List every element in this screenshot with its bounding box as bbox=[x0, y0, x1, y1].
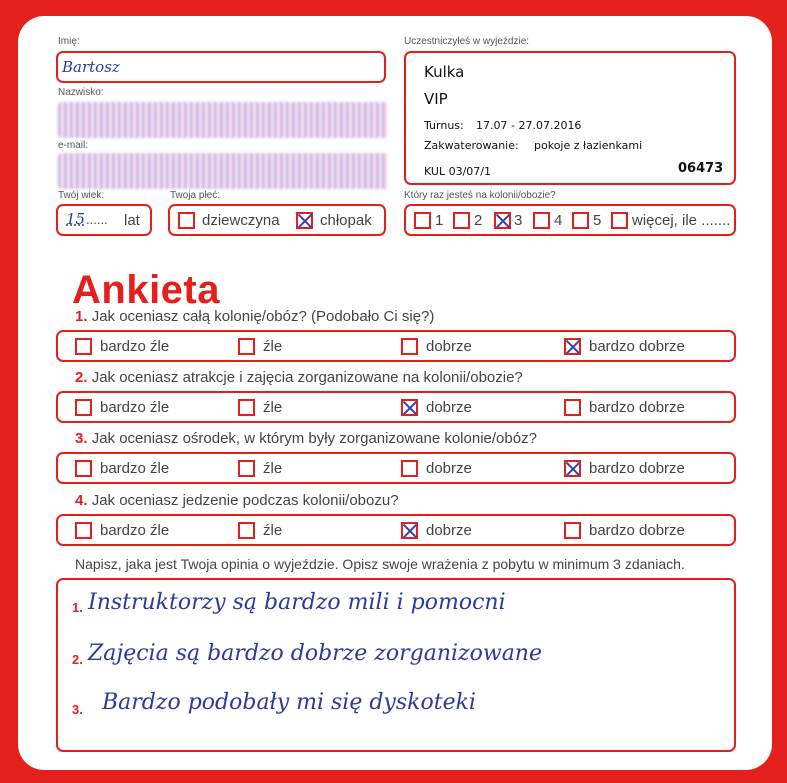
question-1-option-2: źle bbox=[263, 338, 283, 355]
ktory-checkbox-4[interactable] bbox=[533, 212, 550, 229]
question-1-checkbox-1[interactable] bbox=[75, 338, 92, 355]
opinion-num-2: 2. bbox=[72, 652, 83, 667]
ticket-number: 06473 bbox=[678, 161, 724, 176]
imie-label: Imię: bbox=[58, 36, 80, 47]
opinion-line-1: Instruktorzy są bardzo mili i pomocni bbox=[88, 590, 506, 615]
question-4-checkbox-2[interactable] bbox=[238, 522, 255, 539]
plec-checkbox-dziewczyna[interactable] bbox=[178, 212, 195, 229]
plec-checkbox-chlopak[interactable] bbox=[296, 212, 313, 229]
question-3-num: 3. bbox=[75, 430, 88, 447]
question-4-options bbox=[56, 514, 736, 546]
plec-option-chlopak: chłopak bbox=[320, 212, 372, 229]
question-2-option-4: bardzo dobrze bbox=[589, 399, 685, 416]
ktory-checkbox-more[interactable] bbox=[611, 212, 628, 229]
nazwisko-label: Nazwisko: bbox=[58, 87, 104, 98]
zakwaterowanie-label: Zakwaterowanie: bbox=[424, 139, 519, 152]
question-2-text: Jak oceniasz atrakcje i zajęcia zorganizowane na kolonii/obozie? bbox=[91, 369, 523, 386]
question-2-options bbox=[56, 391, 736, 423]
ktory-checkbox-1[interactable] bbox=[414, 212, 431, 229]
question-3-checkbox-3[interactable] bbox=[401, 460, 418, 477]
ktory-label: Który raz jesteś na kolonii/obozie? bbox=[404, 190, 556, 201]
opinion-prompt: Napisz, jaka jest Twoja opinia o wyjeździe. Opisz swoje wrażenia z pobytu w minimum 3 zdaniach. bbox=[75, 556, 685, 572]
question-3-option-4: bardzo dobrze bbox=[589, 460, 685, 477]
question-4-option-1: bardzo źle bbox=[100, 522, 170, 539]
question-4-checkbox-4[interactable] bbox=[564, 522, 581, 539]
ktory-checkbox-3[interactable] bbox=[494, 212, 511, 229]
question-1-label bbox=[75, 308, 434, 325]
wiek-value: 15 bbox=[66, 210, 86, 228]
opinion-num-1: 1. bbox=[72, 600, 83, 615]
ticket-code: KUL 03/07/1 bbox=[424, 165, 491, 178]
question-3-option-3: dobrze bbox=[426, 460, 472, 477]
ktory-field bbox=[404, 204, 736, 236]
question-1-option-1: bardzo źle bbox=[100, 338, 170, 355]
question-3-checkbox-2[interactable] bbox=[238, 460, 255, 477]
question-4-option-3: dobrze bbox=[426, 522, 472, 539]
ktory-option-2: 2 bbox=[474, 212, 483, 229]
participant-label: Uczestniczyłeś w wyjeździe: bbox=[404, 36, 530, 47]
opinion-box[interactable] bbox=[56, 578, 736, 752]
question-4-text: Jak oceniasz jedzenie podczas kolonii/obozu? bbox=[91, 492, 399, 509]
question-1-option-4: bardzo dobrze bbox=[589, 338, 685, 355]
question-2-option-2: źle bbox=[263, 399, 283, 416]
turnus-value: 17.07 - 27.07.2016 bbox=[476, 119, 582, 132]
ticket-box bbox=[404, 51, 736, 185]
question-1-option-3: dobrze bbox=[426, 338, 472, 355]
ktory-checkbox-5[interactable] bbox=[572, 212, 589, 229]
turnus-label: Turnus: bbox=[424, 119, 464, 132]
question-4-label bbox=[75, 492, 399, 509]
imie-value: Bartosz bbox=[62, 58, 120, 76]
question-3-options bbox=[56, 452, 736, 484]
ktory-option-1: 1 bbox=[435, 212, 444, 229]
question-4-checkbox-1[interactable] bbox=[75, 522, 92, 539]
opinion-line-2: Zajęcia są bardzo dobrze zorganizowane bbox=[88, 641, 542, 666]
plec-field bbox=[168, 204, 386, 236]
opinion-num-3: 3. bbox=[72, 702, 83, 717]
survey-title: Ankieta bbox=[72, 268, 220, 312]
opinion-line-3: Bardzo podobały mi się dyskoteki bbox=[102, 690, 476, 715]
nazwisko-redacted bbox=[58, 102, 388, 138]
question-2-option-1: bardzo źle bbox=[100, 399, 170, 416]
question-2-label bbox=[75, 369, 523, 386]
plec-option-dziewczyna: dziewczyna bbox=[202, 212, 280, 229]
question-3-text: Jak oceniasz ośrodek, w którym były zorganizowane kolonie/obóz? bbox=[91, 430, 537, 447]
question-1-num: 1. bbox=[75, 308, 88, 325]
question-3-label bbox=[75, 430, 537, 447]
question-1-checkbox-3[interactable] bbox=[401, 338, 418, 355]
question-4-checkbox-3[interactable] bbox=[401, 522, 418, 539]
zakwaterowanie-value: pokoje z łazienkami bbox=[534, 139, 643, 152]
ktory-option-3: 3 bbox=[514, 212, 523, 229]
ktory-checkbox-2[interactable] bbox=[453, 212, 470, 229]
ktory-option-more: więcej, ile ....... bbox=[632, 212, 731, 229]
ticket-name: Kulka bbox=[424, 63, 465, 81]
question-1-checkbox-2[interactable] bbox=[238, 338, 255, 355]
question-2-option-3: dobrze bbox=[426, 399, 472, 416]
question-4-option-2: źle bbox=[263, 522, 283, 539]
question-1-text: Jak oceniasz całą kolonię/obóz? (Podobało Ci się?) bbox=[91, 308, 435, 325]
question-4-option-4: bardzo dobrze bbox=[589, 522, 685, 539]
question-2-checkbox-2[interactable] bbox=[238, 399, 255, 416]
question-1-checkbox-4[interactable] bbox=[564, 338, 581, 355]
question-2-checkbox-4[interactable] bbox=[564, 399, 581, 416]
form-card bbox=[18, 16, 772, 770]
question-2-num: 2. bbox=[75, 369, 88, 386]
question-1-options bbox=[56, 330, 736, 362]
wiek-unit: lat bbox=[124, 212, 140, 229]
email-redacted bbox=[58, 153, 388, 189]
ktory-option-4: 4 bbox=[554, 212, 563, 229]
ticket-type: VIP bbox=[424, 90, 448, 108]
question-3-checkbox-1[interactable] bbox=[75, 460, 92, 477]
question-3-option-2: źle bbox=[263, 460, 283, 477]
question-2-checkbox-1[interactable] bbox=[75, 399, 92, 416]
ktory-option-5: 5 bbox=[593, 212, 602, 229]
imie-field[interactable] bbox=[56, 51, 386, 83]
question-4-num: 4. bbox=[75, 492, 88, 509]
wiek-label: Twój wiek: bbox=[58, 190, 105, 201]
question-3-option-1: bardzo źle bbox=[100, 460, 170, 477]
wiek-dots: ...... bbox=[86, 212, 108, 227]
email-label: e-mail: bbox=[58, 140, 89, 151]
question-2-checkbox-3[interactable] bbox=[401, 399, 418, 416]
question-3-checkbox-4[interactable] bbox=[564, 460, 581, 477]
wiek-field[interactable] bbox=[56, 204, 152, 236]
plec-label: Twoja płeć: bbox=[170, 190, 221, 201]
